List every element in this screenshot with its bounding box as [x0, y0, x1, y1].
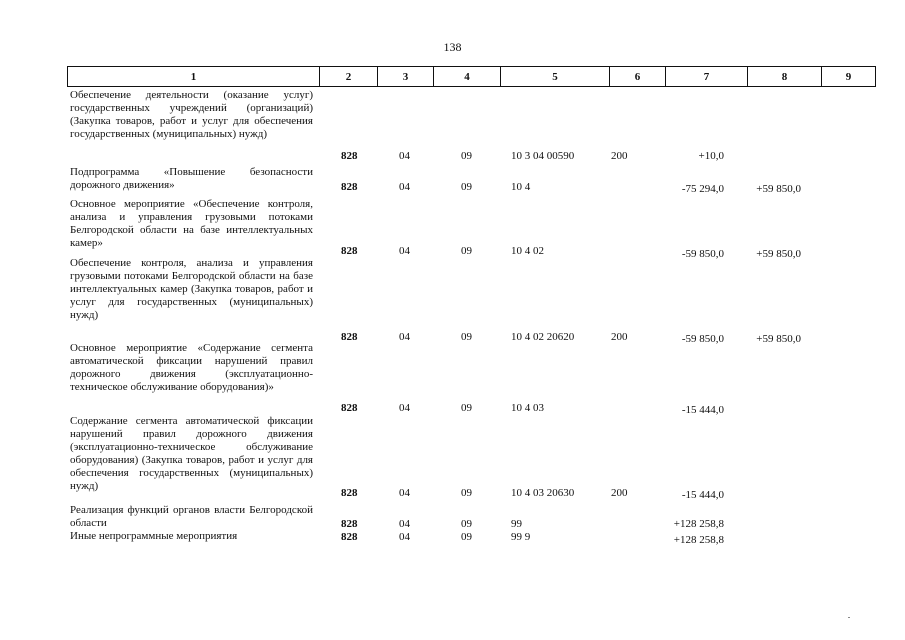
cell-code: 828 [341, 402, 358, 414]
cell-code: 828 [341, 245, 358, 257]
cell-section: 04 [399, 150, 410, 162]
cell-amount-7: -59 850,0 [681, 248, 724, 260]
cell-target: 10 4 03 [511, 402, 544, 414]
header-col-3: 3 [378, 67, 434, 86]
row-name: Основное мероприятие «Обеспечение контроля, анализа и управления грузовыми потоками Белгородской области на базе интеллектуальных камер» [70, 198, 313, 249]
cell-expense-type: 200 [611, 487, 628, 499]
header-col-4: 4 [434, 67, 501, 86]
header-col-2: 2 [320, 67, 378, 86]
row-name: Обеспечение контроля, анализа и управления грузовыми потоками Белгородской области на базе интеллектуальных камер (Закупка товаров, работ и услуг для государственных (муниципальных) нужд) [70, 257, 313, 321]
cell-amount-8: +59 850,0 [756, 333, 801, 345]
cell-target: 10 3 04 00590 [511, 150, 575, 162]
row-name: Подпрограмма «Повышение безопасности дорожного движения» [70, 166, 313, 191]
cell-subsection: 09 [461, 150, 472, 162]
cell-section: 04 [399, 331, 410, 343]
cell-subsection: 09 [461, 487, 472, 499]
cell-target: 10 4 02 20620 [511, 331, 575, 343]
cell-section: 04 [399, 181, 410, 193]
cell-amount-7: +128 258,8 [673, 534, 724, 546]
cell-code: 828 [341, 150, 358, 162]
cell-subsection: 09 [461, 518, 472, 530]
scan-dot [848, 617, 850, 618]
row-name: Содержание сегмента автоматической фиксации нарушений правил дорожного движения (эксплуатационно-техническое обслуживание оборудования) (Закупка товаров, работ и услуг для обеспечения государственных (муниципальных) нужд) [70, 415, 313, 492]
cell-target: 99 [511, 518, 522, 530]
cell-expense-type: 200 [611, 150, 628, 162]
row-name: Основное мероприятие «Содержание сегмента автоматической фиксации нарушений правил дорожного движения (эксплуатационно-техническое обслуживание оборудования)» [70, 342, 313, 393]
row-name: Иные непрограммные мероприятия [70, 530, 238, 542]
cell-code: 828 [341, 487, 358, 499]
cell-section: 04 [399, 245, 410, 257]
row-name: Обеспечение деятельности (оказание услуг) государственных учреждений (организаций) (Закупка товаров, работ и услуг для обеспечения государственных (муниципальных) нужд) [70, 89, 313, 140]
cell-section: 04 [399, 402, 410, 414]
cell-subsection: 09 [461, 245, 472, 257]
cell-code: 828 [341, 518, 358, 530]
header-col-6: 6 [610, 67, 666, 86]
header-col-8: 8 [748, 67, 822, 86]
cell-amount-7: -75 294,0 [681, 183, 724, 195]
cell-amount-7: +10,0 [698, 150, 724, 162]
cell-subsection: 09 [461, 181, 472, 193]
header-col-1: 1 [68, 67, 320, 86]
cell-target: 99 9 [511, 531, 531, 543]
cell-code: 828 [341, 531, 358, 543]
cell-amount-8: +59 850,0 [756, 248, 801, 260]
cell-section: 04 [399, 518, 410, 530]
cell-subsection: 09 [461, 331, 472, 343]
cell-amount-7: +128 258,8 [673, 518, 724, 530]
cell-target: 10 4 [511, 181, 531, 193]
cell-code: 828 [341, 181, 358, 193]
cell-subsection: 09 [461, 402, 472, 414]
cell-section: 04 [399, 487, 410, 499]
cell-target: 10 4 02 [511, 245, 544, 257]
cell-amount-7: -15 444,0 [681, 489, 724, 501]
header-col-9: 9 [845, 71, 852, 83]
cell-amount-7: -59 850,0 [681, 333, 724, 345]
cell-code: 828 [341, 331, 358, 343]
cell-subsection: 09 [461, 531, 472, 543]
header-col-7: 7 [666, 67, 748, 86]
row-name: Реализация функций органов власти Белгородской области [70, 504, 313, 529]
page-number: 138 [443, 40, 462, 54]
cell-amount-7: -15 444,0 [681, 404, 724, 416]
table-header [67, 66, 876, 87]
cell-expense-type: 200 [611, 331, 628, 343]
cell-target: 10 4 03 20630 [511, 487, 575, 499]
cell-amount-8: +59 850,0 [756, 183, 801, 195]
cell-section: 04 [399, 531, 410, 543]
header-col-5: 5 [501, 67, 610, 86]
